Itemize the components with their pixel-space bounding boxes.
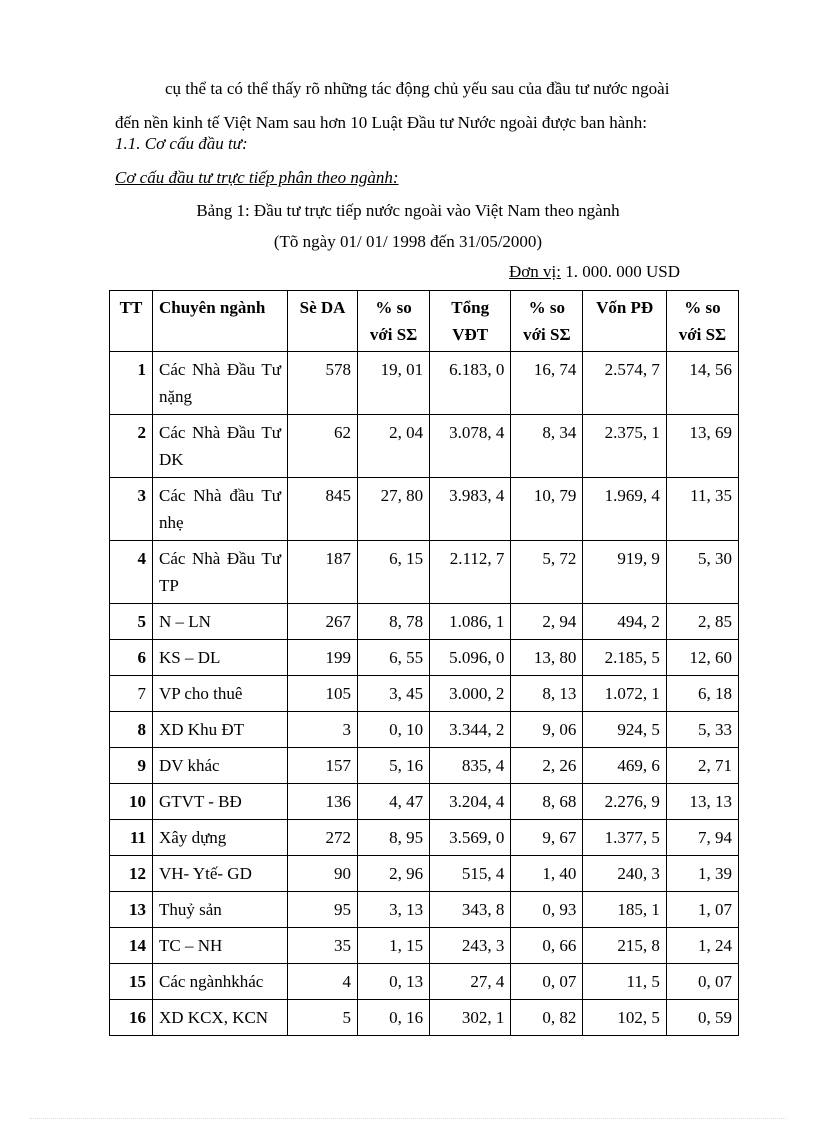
cell-so-da: 3 (288, 712, 358, 748)
cell-pct-so-da: 8, 95 (358, 820, 430, 856)
cell-chuyen-nganh: VP cho thuê (153, 676, 288, 712)
cell-pct-vdt: 2, 26 (511, 748, 583, 784)
cell-von-pd: 1.377, 5 (583, 820, 667, 856)
cell-pct-von-pd: 1, 39 (666, 856, 738, 892)
cell-von-pd: 215, 8 (583, 928, 667, 964)
intro-paragraph (115, 72, 741, 140)
cell-pct-von-pd: 2, 71 (666, 748, 738, 784)
cell-pct-so-da: 19, 01 (358, 352, 430, 415)
cell-pct-von-pd: 11, 35 (666, 478, 738, 541)
cell-pct-so-da: 2, 96 (358, 856, 430, 892)
cell-pct-so-da: 0, 10 (358, 712, 430, 748)
cell-tong-vdt: 3.000, 2 (430, 676, 511, 712)
header-pct-von-pd: % so với SΣ (666, 291, 738, 352)
table-row (110, 676, 739, 712)
cell-von-pd: 1.072, 1 (583, 676, 667, 712)
page-footer-divider (30, 1118, 786, 1119)
cell-tong-vdt: 515, 4 (430, 856, 511, 892)
cell-von-pd: 2.375, 1 (583, 415, 667, 478)
cell-tong-vdt: 5.096, 0 (430, 640, 511, 676)
cell-pct-von-pd: 2, 85 (666, 604, 738, 640)
cell-so-da: 272 (288, 820, 358, 856)
subsection-heading: Cơ cấu đầu tư trực tiếp phân theo ngành: (115, 168, 399, 187)
table-row (110, 748, 739, 784)
cell-tong-vdt: 3.204, 4 (430, 784, 511, 820)
cell-pct-so-da: 1, 15 (358, 928, 430, 964)
cell-so-da: 187 (288, 541, 358, 604)
cell-tt: 8 (110, 712, 153, 748)
cell-pct-von-pd: 1, 07 (666, 892, 738, 928)
cell-tt: 1 (110, 352, 153, 415)
cell-chuyen-nganh: Thuỷ sản (153, 892, 288, 928)
cell-pct-so-da: 8, 78 (358, 604, 430, 640)
cell-chuyen-nganh: Các Nhà Đầu Tư nặng (153, 352, 288, 415)
cell-so-da: 105 (288, 676, 358, 712)
cell-tt: 15 (110, 964, 153, 1000)
cell-pct-vdt: 1, 40 (511, 856, 583, 892)
cell-chuyen-nganh: TC – NH (153, 928, 288, 964)
table-row (110, 1000, 739, 1036)
cell-pct-so-da: 0, 13 (358, 964, 430, 1000)
cell-chuyen-nganh: KS – DL (153, 640, 288, 676)
cell-so-da: 35 (288, 928, 358, 964)
cell-pct-von-pd: 13, 13 (666, 784, 738, 820)
cell-tt: 14 (110, 928, 153, 964)
cell-von-pd: 185, 1 (583, 892, 667, 928)
cell-tt: 2 (110, 415, 153, 478)
cell-pct-von-pd: 13, 69 (666, 415, 738, 478)
unit-line (509, 262, 680, 282)
cell-pct-vdt: 10, 79 (511, 478, 583, 541)
intro-line-1: cụ thể ta có thể thấy rõ những tác động chủ yếu sau của đầu tư nước ngoài (165, 79, 670, 98)
cell-so-da: 62 (288, 415, 358, 478)
header-chuyen-nganh: Chuyên ngành (153, 291, 288, 352)
cell-so-da: 578 (288, 352, 358, 415)
cell-chuyen-nganh: Xây dựng (153, 820, 288, 856)
header-von-pd: Vốn PĐ (583, 291, 667, 352)
cell-so-da: 267 (288, 604, 358, 640)
cell-tt: 16 (110, 1000, 153, 1036)
cell-so-da: 157 (288, 748, 358, 784)
cell-pct-so-da: 3, 13 (358, 892, 430, 928)
cell-chuyen-nganh: N – LN (153, 604, 288, 640)
table-caption: Bảng 1: Đầu tư trực tiếp nước ngoài vào Việt Nam theo ngành (196, 201, 620, 220)
cell-pct-so-da: 6, 55 (358, 640, 430, 676)
cell-tt: 3 (110, 478, 153, 541)
cell-pct-vdt: 2, 94 (511, 604, 583, 640)
cell-chuyen-nganh: XD Khu ĐT (153, 712, 288, 748)
cell-tong-vdt: 302, 1 (430, 1000, 511, 1036)
table-row (110, 856, 739, 892)
cell-tt: 4 (110, 541, 153, 604)
cell-so-da: 95 (288, 892, 358, 928)
header-so-da: Sè DA (288, 291, 358, 352)
header-tt: TT (110, 291, 153, 352)
cell-so-da: 199 (288, 640, 358, 676)
cell-tt: 10 (110, 784, 153, 820)
cell-pct-von-pd: 12, 60 (666, 640, 738, 676)
cell-tong-vdt: 6.183, 0 (430, 352, 511, 415)
cell-pct-von-pd: 7, 94 (666, 820, 738, 856)
cell-von-pd: 240, 3 (583, 856, 667, 892)
cell-chuyen-nganh: Các ngànhkhác (153, 964, 288, 1000)
table-row (110, 352, 739, 415)
cell-von-pd: 2.185, 5 (583, 640, 667, 676)
cell-tong-vdt: 343, 8 (430, 892, 511, 928)
cell-so-da: 5 (288, 1000, 358, 1036)
cell-tong-vdt: 243, 3 (430, 928, 511, 964)
cell-pct-von-pd: 1, 24 (666, 928, 738, 964)
cell-pct-vdt: 16, 74 (511, 352, 583, 415)
cell-pct-vdt: 0, 93 (511, 892, 583, 928)
table-period: (Tõ ngày 01/ 01/ 1998 đến 31/05/2000) (273, 232, 543, 251)
cell-von-pd: 102, 5 (583, 1000, 667, 1036)
cell-pct-so-da: 4, 47 (358, 784, 430, 820)
cell-pct-vdt: 8, 68 (511, 784, 583, 820)
cell-tt: 12 (110, 856, 153, 892)
cell-tt: 9 (110, 748, 153, 784)
cell-tt: 7 (110, 676, 153, 712)
cell-pct-so-da: 5, 16 (358, 748, 430, 784)
table-row (110, 640, 739, 676)
unit-label: Đơn vị: (509, 262, 561, 281)
table-row (110, 478, 739, 541)
cell-von-pd: 2.574, 7 (583, 352, 667, 415)
table-row (110, 784, 739, 820)
cell-tong-vdt: 3.569, 0 (430, 820, 511, 856)
table-row (110, 541, 739, 604)
cell-tong-vdt: 3.078, 4 (430, 415, 511, 478)
cell-chuyen-nganh: GTVT - BĐ (153, 784, 288, 820)
cell-pct-vdt: 0, 82 (511, 1000, 583, 1036)
cell-pct-so-da: 3, 45 (358, 676, 430, 712)
table-header-row (110, 291, 739, 352)
table-row (110, 928, 739, 964)
cell-pct-von-pd: 6, 18 (666, 676, 738, 712)
table-row (110, 892, 739, 928)
cell-so-da: 90 (288, 856, 358, 892)
cell-von-pd: 2.276, 9 (583, 784, 667, 820)
cell-von-pd: 924, 5 (583, 712, 667, 748)
cell-so-da: 4 (288, 964, 358, 1000)
table-row (110, 712, 739, 748)
cell-pct-vdt: 0, 66 (511, 928, 583, 964)
intro-line-2: đến nền kinh tế Việt Nam sau hơn 10 Luật Đầu tư Nước ngoài được ban hành: (115, 113, 647, 132)
section-heading: 1.1. Cơ cấu đầu tư: (115, 134, 248, 153)
cell-pct-so-da: 0, 16 (358, 1000, 430, 1036)
cell-pct-vdt: 13, 80 (511, 640, 583, 676)
cell-so-da: 845 (288, 478, 358, 541)
cell-chuyen-nganh: Các Nhà Đầu Tư DK (153, 415, 288, 478)
header-pct-vdt: % so với SΣ (511, 291, 583, 352)
cell-pct-vdt: 0, 07 (511, 964, 583, 1000)
cell-von-pd: 469, 6 (583, 748, 667, 784)
cell-pct-vdt: 9, 06 (511, 712, 583, 748)
table-row (110, 964, 739, 1000)
cell-von-pd: 919, 9 (583, 541, 667, 604)
cell-tt: 13 (110, 892, 153, 928)
cell-tong-vdt: 835, 4 (430, 748, 511, 784)
cell-chuyen-nganh: DV khác (153, 748, 288, 784)
cell-pct-von-pd: 5, 33 (666, 712, 738, 748)
header-pct-so-da: % so với SΣ (358, 291, 430, 352)
table-row (110, 604, 739, 640)
header-tong-vdt: Tổng VĐT (430, 291, 511, 352)
cell-pct-von-pd: 0, 07 (666, 964, 738, 1000)
cell-von-pd: 494, 2 (583, 604, 667, 640)
cell-pct-von-pd: 14, 56 (666, 352, 738, 415)
cell-tong-vdt: 3.983, 4 (430, 478, 511, 541)
unit-value: 1. 000. 000 USD (560, 262, 680, 281)
cell-tt: 11 (110, 820, 153, 856)
cell-pct-von-pd: 0, 59 (666, 1000, 738, 1036)
cell-pct-so-da: 27, 80 (358, 478, 430, 541)
cell-pct-vdt: 8, 34 (511, 415, 583, 478)
cell-chuyen-nganh: VH- Ytế- GD (153, 856, 288, 892)
cell-von-pd: 1.969, 4 (583, 478, 667, 541)
cell-pct-vdt: 5, 72 (511, 541, 583, 604)
cell-tt: 5 (110, 604, 153, 640)
cell-so-da: 136 (288, 784, 358, 820)
cell-chuyen-nganh: Các Nhà đầu Tư nhẹ (153, 478, 288, 541)
cell-chuyen-nganh: XD KCX, KCN (153, 1000, 288, 1036)
cell-von-pd: 11, 5 (583, 964, 667, 1000)
cell-tong-vdt: 2.112, 7 (430, 541, 511, 604)
cell-pct-von-pd: 5, 30 (666, 541, 738, 604)
table-row (110, 415, 739, 478)
cell-chuyen-nganh: Các Nhà Đầu Tư TP (153, 541, 288, 604)
cell-pct-vdt: 9, 67 (511, 820, 583, 856)
cell-pct-so-da: 6, 15 (358, 541, 430, 604)
cell-tong-vdt: 3.344, 2 (430, 712, 511, 748)
table-row (110, 820, 739, 856)
investment-table (109, 290, 739, 1036)
cell-pct-vdt: 8, 13 (511, 676, 583, 712)
cell-tt: 6 (110, 640, 153, 676)
cell-tong-vdt: 27, 4 (430, 964, 511, 1000)
cell-pct-so-da: 2, 04 (358, 415, 430, 478)
cell-tong-vdt: 1.086, 1 (430, 604, 511, 640)
